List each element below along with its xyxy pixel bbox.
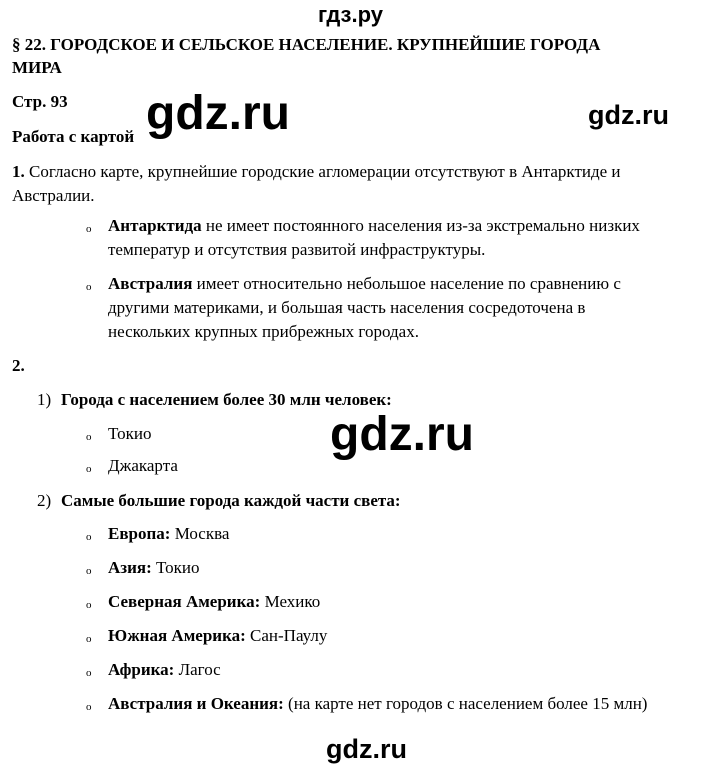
region-item [108,660,221,680]
region-name: Азия: [108,558,152,577]
q1-number: 1. [12,162,25,181]
q1-bullet-australia-line2: другими материками, и большая часть населения сосредоточена в [108,298,586,317]
region-city: Токио [151,558,200,577]
q2-item-2-number: 2) [37,491,52,510]
city-item: Токио [108,424,152,443]
q1-bullet-text: имеет относительно небольшое население по сравнению с [192,274,621,293]
city-item: Джакарта [108,456,178,475]
q2-item-1-label: Города с населением более 30 млн человек: [61,390,392,409]
region-city: Москва [170,524,230,543]
region-name: Европа: [108,524,171,543]
q1-bullet-text: не имеет постоянного населения из-за экстремально низких [201,216,640,235]
region-city: (на карте нет городов с населением более 15 млн) [283,694,648,713]
watermark: gdz.ru [330,408,474,461]
region-city: Сан-Паулу [245,626,328,645]
region-item [108,524,229,544]
q1-bullet-australia-line1 [108,274,621,294]
region-name: Африка: [108,660,175,679]
region-item [108,592,320,612]
region-name: Австралия и Океания: [108,694,284,713]
region-city: Лагос [174,660,221,679]
q1-text-line1 [12,162,621,182]
q1-bullet-australia-line3: нескольких крупных прибрежных городах. [108,322,419,341]
region-name: Северная Америка: [108,592,261,611]
section-heading: Работа с картой [12,127,135,146]
region-item [108,558,199,578]
region-name: Южная Америка: [108,626,246,645]
bullet-marker: o [86,565,92,577]
bullet-marker: o [86,281,92,293]
watermark: gdz.ru [146,87,290,140]
bullet-marker: o [86,633,92,645]
watermark: gdz.ru [326,734,407,764]
region-item [108,694,647,714]
q1-bullet-bold: Антарктида [108,216,202,235]
q1-bullet-antarctica-line1 [108,216,640,236]
bullet-marker: o [86,701,92,713]
page-title-line2: МИРА [12,58,62,77]
q1-bullet-bold: Австралия [108,274,193,293]
q2-item-1-number: 1) [37,390,52,409]
bullet-marker: o [86,531,92,543]
site-header: гдз.ру [318,2,383,27]
bullet-marker: o [86,223,92,235]
q1-text: Согласно карте, крупнейшие городские агломерации отсутствуют в Антарктиде и [29,162,621,181]
q1-bullet-antarctica-line2: температур и отсутствия развитой инфраструктуры. [108,240,486,259]
bullet-marker: o [86,463,92,475]
bullet-marker: o [86,599,92,611]
bullet-marker: o [86,667,92,679]
region-city: Мехико [260,592,321,611]
page-reference: Стр. 93 [12,92,68,111]
watermark: gdz.ru [588,100,669,130]
q2-item-2-label: Самые большие города каждой части света: [61,491,401,510]
q2-number: 2. [12,356,25,375]
q1-text-line2: Австралии. [12,186,95,205]
bullet-marker: o [86,431,92,443]
region-item [108,626,327,646]
page-title-line1: § 22. ГОРОДСКОЕ И СЕЛЬСКОЕ НАСЕЛЕНИЕ. КРУПНЕЙШИЕ ГОРОДА [12,35,601,54]
